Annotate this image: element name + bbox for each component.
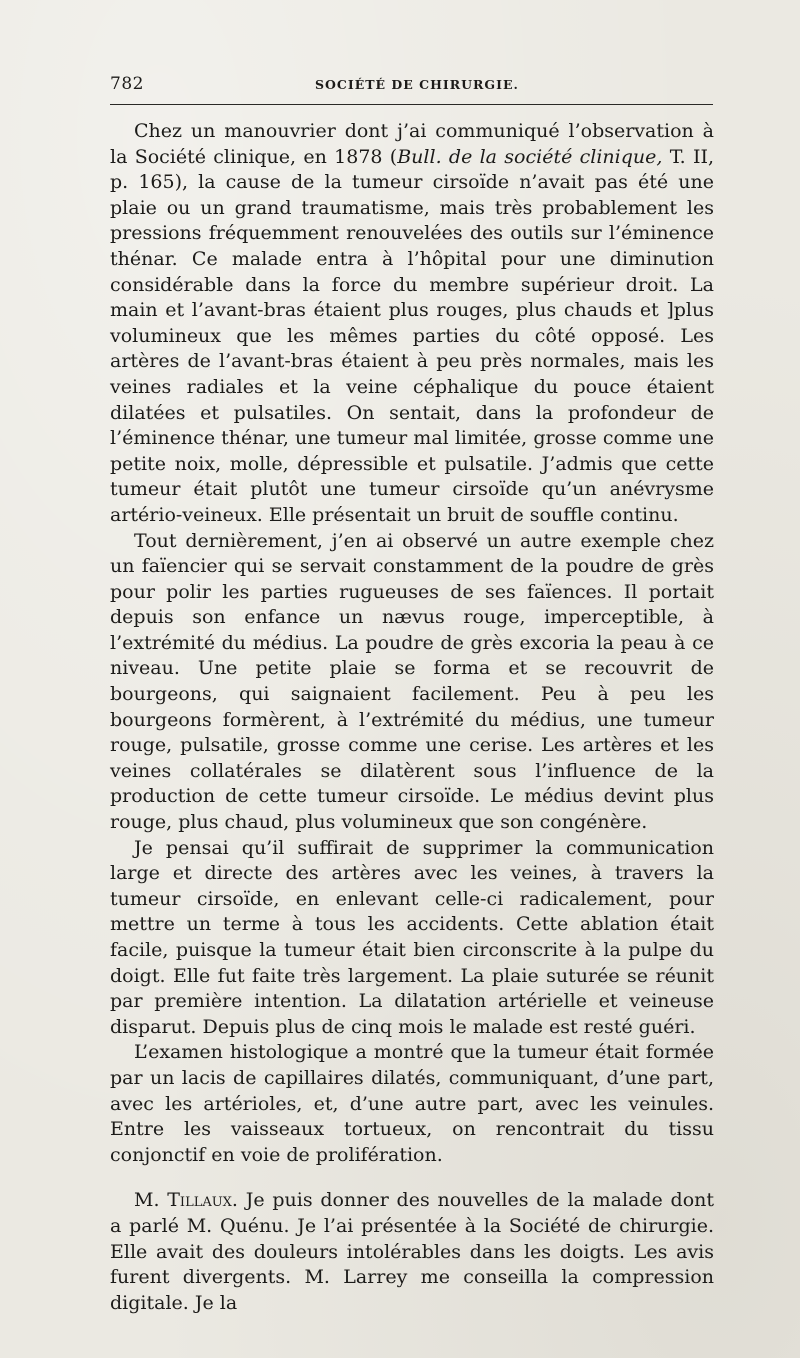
body-text (110, 119, 714, 1316)
paragraph-1 (110, 119, 714, 529)
citation: Bull. de la société clinique, (397, 145, 663, 168)
speaker-name: M. Tillaux. (134, 1189, 238, 1212)
paragraph-3 (110, 836, 714, 1041)
paragraph-text: Je pensai qu’il suffirait de supprimer la communication large et directe des artères avec les veines, à travers la tumeur cirsoïde, en enlevant celle-ci radicalement, pour mettre un terme à tous les accidents. Cette ablation était facile, puisque la tumeur était bien circonscrite à la pulpe du doigt. Elle fut faite très largement. La plaie suturée se réunit par première intention. La dilatation artérielle et veineuse disparut. Depuis plus de cinq mois le malade est resté guéri. (110, 836, 714, 1038)
page-number: 782 (110, 74, 144, 94)
page-header (110, 72, 712, 100)
paragraph-2 (110, 529, 714, 836)
paragraph-text: Tout dernièrement, j’en ai observé un autre exemple chez un faïencier qui se servait constamment de la poudre de grès pour polir les parties rugueuses de ses faïences. Il portait depuis son enfance un nævus rouge, imperceptible, à l’extrémité du médius. La poudre de grès excoria la peau à ce niveau. Une petite plaie se forma et se recouvrit de bourgeons, qui saignaient facilement. Peu à peu les bourgeons formèrent, à l’extrémité du médius, une tumeur rouge, pulsatile, grosse comme une cerise. Les artères et les veines collatérales se dilatèrent sous l’influence de la production de cette tumeur cirsoïde. Le médius devint plus rouge, plus chaud, plus volumineux que son congénère. (110, 529, 714, 834)
running-title: SOCIÉTÉ DE CHIRURGIE. (315, 77, 519, 92)
paragraph-text-continued: T. II, p. 165), la cause de la tumeur cirsoïde n’avait pas été une plaie ou un grand traumatisme, mais très probablement les pressions fréquemment renouvelées des outils sur l’éminence thénar. Ce malade entra à l’hôpital pour une diminution considérable dans la force du membre supérieur droit. La main et l’avant-bras étaient plus rouges, plus chauds et ]plus volumineux que les mêmes parties du côté opposé. Les artères de l’avant-bras étaient à peu près normales, mais les veines radiales et la veine céphalique du pouce étaient dilatées et pulsatiles. On sentait, dans la profondeur de l’éminence thénar, une tumeur mal limitée, grosse comme une petite noix, molle, dépressible et pulsatile. J’admis que cette tumeur était plutôt une tumeur cirsoïde qu’un anévrysme artério-veineux. Elle présentait un bruit de souffle continu. (110, 145, 714, 526)
header-rule (110, 104, 713, 105)
paragraph-text: Je puis donner des nouvelles de la malade dont a parlé M. Quénu. Je l’ai présentée à la Société de chirurgie. Elle avait des douleurs intolérables dans les doigts. Les avis furent divergents. M. Larrey me conseilla la compression digitale. Je la (110, 1189, 715, 1314)
paragraph-5 (110, 1188, 714, 1316)
paragraph-4 (110, 1040, 714, 1168)
paragraph-text: L’examen histologique a montré que la tumeur était formée par un lacis de capillaires dilatés, communiquant, d’une part, avec les artérioles, et, d’une autre part, avec les veinules. Entre les vaisseaux tortueux, on rencontrait du tissu conjonctif en voie de prolifération. (110, 1041, 714, 1166)
paragraph-text: Chez un manouvrier dont j’ai communiqué l’observation à la Société clinique, en 1878 ( (110, 120, 714, 168)
